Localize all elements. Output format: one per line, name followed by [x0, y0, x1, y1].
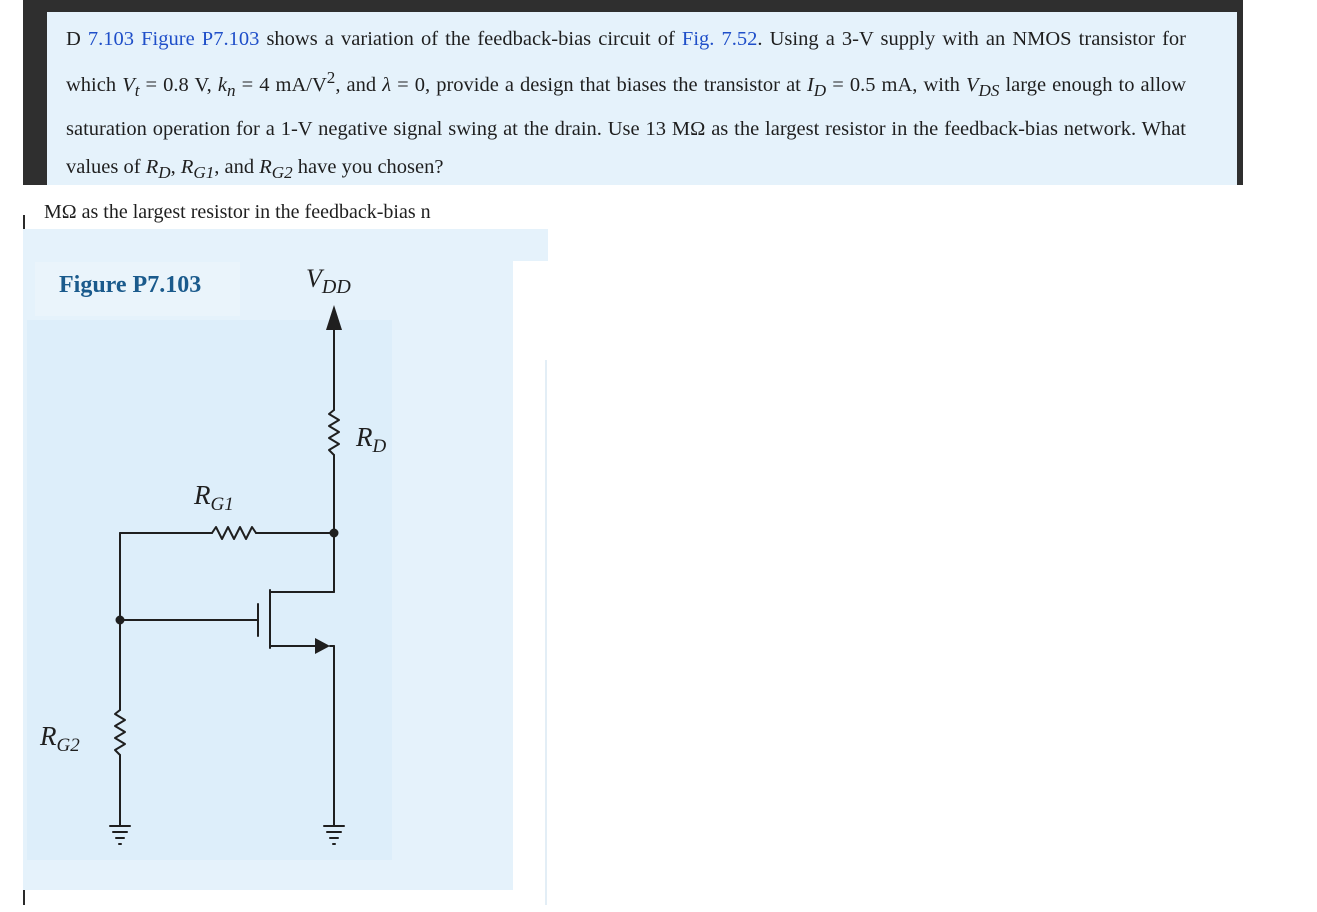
fig-752-link[interactable]: Fig. 7.52: [681, 28, 758, 50]
rg1-label: $R_{G1}$: [194, 480, 234, 515]
vdd-arrow-icon: [326, 305, 342, 330]
source-arrow-icon: [315, 638, 330, 654]
figure-label: Figure P7.103: [59, 272, 202, 298]
problem-text: D 7.103 Figure P7.103 shows a variation of the feedback-bias circuit of Fig. 7.52. Using a 3-V supply with an NMOS transistor for which $V_t = 0.8$ V, $k_n = 4$ $mA/V^2$, and λ = 0, provide a design that biases the transistor at $I_D = 0.5$ mA, with $V_{DS}$ large enough to allow saturation operation for a 1-V negative signal swing at the drain. Use 13 MΩ as the largest resistor in the feedback-bias network. What values of $R_D$, $R_{G1}$, and $R_{G2}$ have you chosen?: [66, 28, 1187, 183]
problem-number: 7.103: [87, 28, 135, 50]
problem-prefix: D: [66, 28, 81, 50]
figure-reference-link[interactable]: Figure P7.103: [141, 28, 260, 50]
vdd-label: $V_{DD}$: [306, 264, 351, 298]
ground-left-icon: [110, 826, 130, 844]
rg2-label: $R_{G2}$: [40, 721, 80, 756]
rd-label: $R_D$: [356, 422, 387, 457]
rg1-resistor: [212, 527, 256, 539]
cropped-text-line: MΩ as the largest resistor in the feedback-bias n: [44, 201, 431, 223]
ground-right-icon: [324, 826, 344, 844]
rd-resistor: [329, 410, 339, 455]
rg2-resistor: [115, 710, 125, 755]
